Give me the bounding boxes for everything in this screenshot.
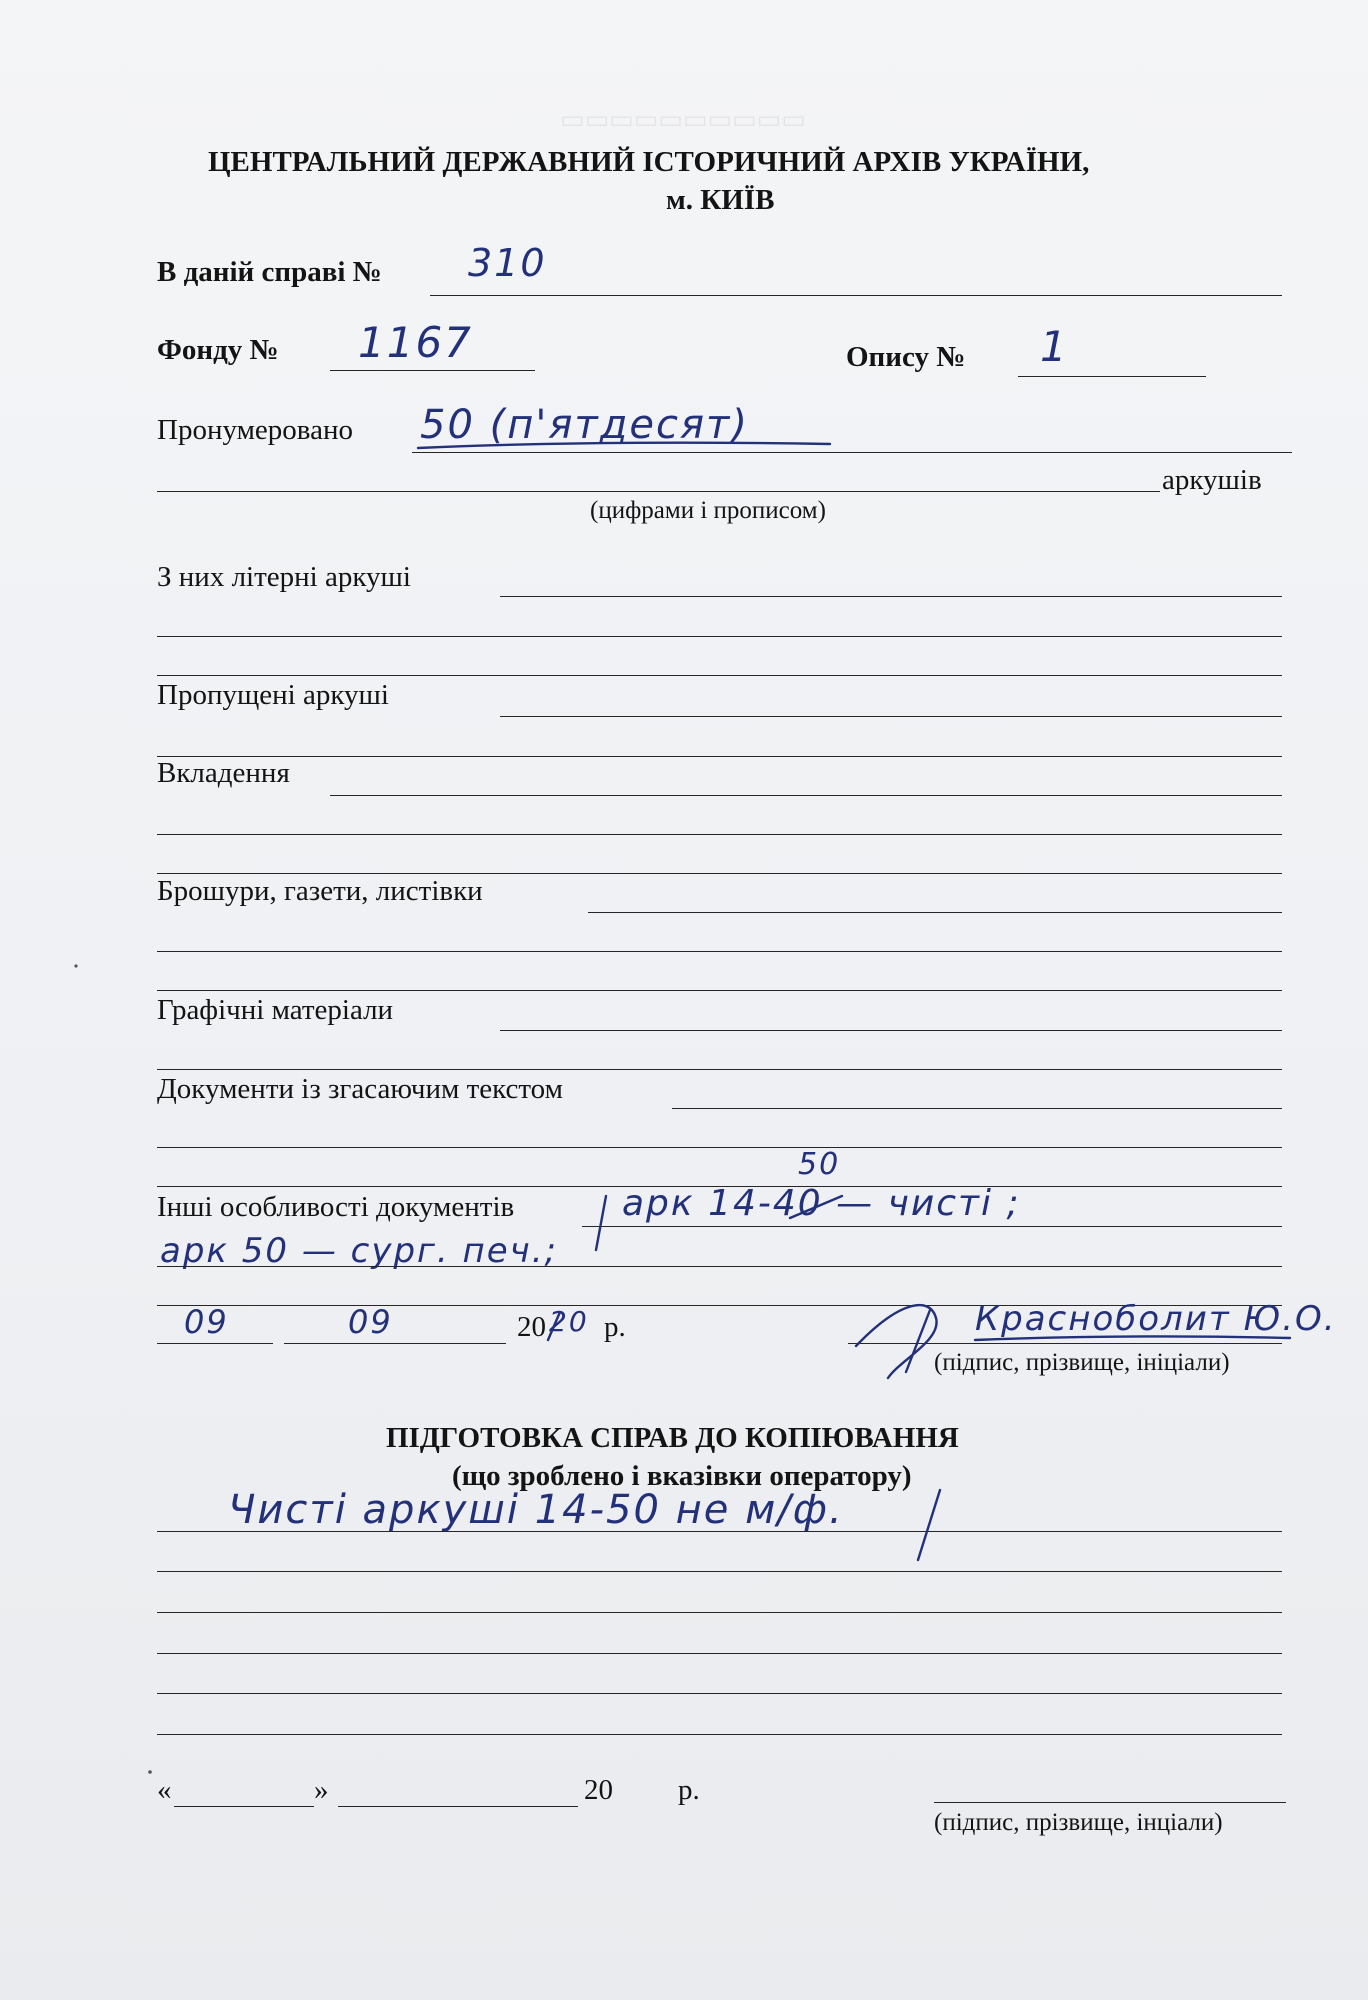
signature2-caption: (підпис, прізвище, інціали) (934, 1809, 1223, 1836)
date1-suffix: р. (604, 1311, 626, 1343)
other-notes-line-2: арк 50 — сург. печ.; (160, 1231, 559, 1271)
reverse-side-show-through: ▭▭▭▭▭▭▭▭▭▭ (560, 105, 806, 134)
letter-sheets-label: З них літерні аркуші (157, 561, 411, 593)
signature1-caption: (підпис, прізвище, ініціали) (934, 1349, 1230, 1376)
signature1-flourish (856, 1305, 937, 1378)
numbered-hint: (цифрами і прописом) (590, 497, 826, 524)
archive-city-heading: м. КИЇВ (666, 184, 775, 216)
date1-day: 09 (184, 1303, 229, 1341)
graphics-label: Графічні матеріали (157, 994, 394, 1026)
case-number-value: 310 (468, 241, 547, 285)
other-notes-superscript: 50 (798, 1147, 841, 1182)
fading-text-label: Документи із згасаючим текстом (157, 1073, 563, 1105)
archive-name-heading: ЦЕНТРАЛЬНИЙ ДЕРЖАВНИЙ ІСТОРИЧНИЙ АРХІВ УКРАЇНИ, (208, 146, 1090, 178)
date1-year-handwritten: 20 (549, 1305, 589, 1338)
signature1-text: Красноболит Ю.О. (975, 1299, 1337, 1339)
date1-month: 09 (348, 1303, 393, 1341)
copy-prep-subheading: (що зроблено і вказівки оператору) (452, 1460, 912, 1492)
date2-year-prefix: 20 (584, 1774, 613, 1806)
stray-dot-2 (148, 1770, 152, 1774)
stray-dot (74, 964, 77, 967)
date1-slash-stroke (548, 1312, 560, 1340)
opys-value: 1 (1040, 322, 1069, 371)
copy-prep-instruction: Чисті аркуші 14-50 не м/ф. (228, 1487, 844, 1533)
date2-suffix: р. (678, 1774, 700, 1806)
copy-prep-heading: ПІДГОТОВКА СПРАВ ДО КОПІЮВАННЯ (386, 1422, 959, 1454)
numbered-label: Пронумеровано (157, 414, 354, 446)
other-notes-stroke (596, 1196, 606, 1250)
signature1-underline (975, 1336, 1290, 1340)
date2-close-quote: » (314, 1774, 329, 1806)
strike-40-stroke (790, 1196, 842, 1218)
numbered-value: 50 (п'ятдесят) (420, 402, 749, 448)
other-features-label: Інші особливості документів (157, 1191, 515, 1223)
brochures-label: Брошури, газети, листівки (157, 875, 483, 907)
missing-sheets-label: Пропущені аркуші (157, 679, 389, 711)
numbered-underline-stroke (418, 443, 830, 448)
attachments-label: Вкладення (157, 757, 290, 789)
case-number-label: В даній справі № (157, 256, 382, 288)
fond-value: 1167 (358, 318, 473, 367)
date2-open-quote: « (157, 1774, 172, 1806)
numbered-suffix: аркушів (1162, 464, 1262, 496)
instruction-slash-stroke (918, 1490, 940, 1560)
date1-year-prefix: 20 (517, 1311, 546, 1343)
opys-label: Опису № (846, 341, 966, 373)
fond-label: Фонду № (157, 334, 279, 366)
other-notes-line-1: арк 14-40 — чисті ; (622, 1183, 1021, 1224)
